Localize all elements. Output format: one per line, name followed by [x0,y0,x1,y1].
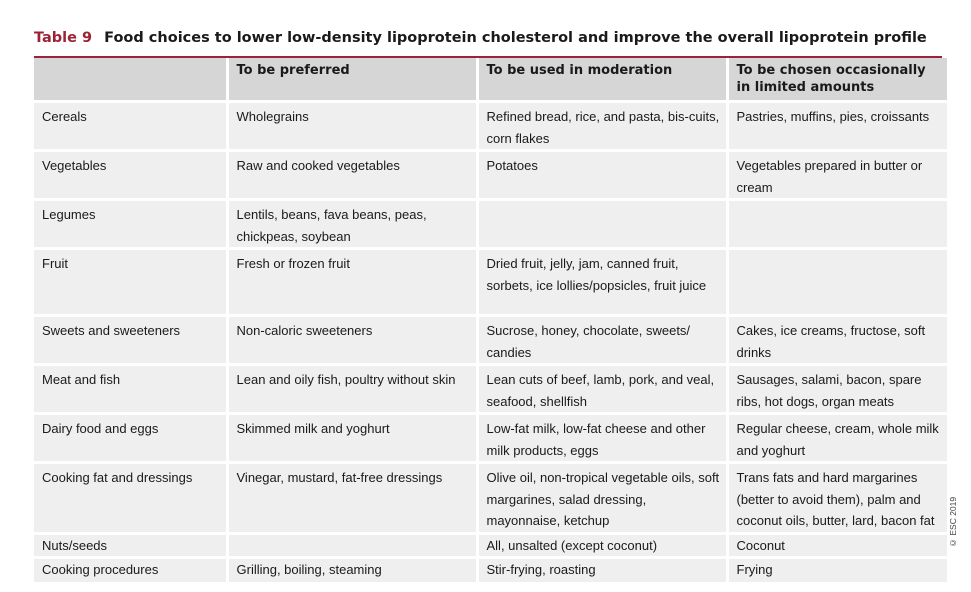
row-category: Meat and fish [34,365,227,414]
table-row [34,414,947,463]
table-row [34,558,947,582]
table-header-row [34,58,947,102]
table-title: Food choices to lower low-density lipoprotein cholesterol and improve the overall lipoprotein profile [104,30,927,46]
cell-occasional: Pastries, muffins, pies, croissants [727,102,947,151]
cell-preferred: Raw and cooked vegetables [227,151,477,200]
header-preferred: To be preferred [227,58,477,102]
cell-occasional: Frying [727,558,947,582]
cell-moderation: Lean cuts of beef, lamb, pork, and veal, seafood, shellfish [477,365,727,414]
table-number: Table 9 [34,30,93,46]
table-row [34,151,947,200]
cell-preferred: Fresh or frozen fruit [227,249,477,316]
row-category: Cooking fat and dressings [34,463,227,534]
table-row [34,200,947,249]
row-category: Nuts/seeds [34,533,227,558]
table-row [34,249,947,316]
cell-occasional: Sausages, salami, bacon, spare ribs, hot dogs, organ meats [727,365,947,414]
cell-preferred: Vinegar, mustard, fat-free dressings [227,463,477,534]
row-category: Dairy food and eggs [34,414,227,463]
row-category: Cereals [34,102,227,151]
cell-preferred: Wholegrains [227,102,477,151]
cell-occasional: Vegetables prepared in butter or cream [727,151,947,200]
cell-moderation: Potatoes [477,151,727,200]
table-row [34,463,947,534]
table-row [34,316,947,365]
cell-occasional [727,249,947,316]
copyright-notice: © ESC 2019 [948,496,958,548]
cell-moderation [477,200,727,249]
table-row [34,102,947,151]
cell-moderation: Refined bread, rice, and pasta, bis-cuits, corn flakes [477,102,727,151]
cell-preferred [227,533,477,558]
cell-occasional: Cakes, ice creams, fructose, soft drinks [727,316,947,365]
row-category: Sweets and sweeteners [34,316,227,365]
cell-moderation: All, unsalted (except coconut) [477,533,727,558]
cell-moderation: Low-fat milk, low-fat cheese and other milk products, eggs [477,414,727,463]
row-category: Vegetables [34,151,227,200]
cell-moderation: Sucrose, honey, chocolate, sweets/ candies [477,316,727,365]
header-occasional: To be chosen occasionally in limited amounts [727,58,947,102]
cell-preferred: Non-caloric sweeteners [227,316,477,365]
cell-occasional: Trans fats and hard margarines (better to avoid them), palm and coconut oils, butter, lard, bacon fat [727,463,947,534]
cell-occasional [727,200,947,249]
cell-moderation: Dried fruit, jelly, jam, canned fruit, sorbets, ice lollies/popsicles, fruit juice [477,249,727,316]
table-row [34,533,947,558]
cell-preferred: Grilling, boiling, steaming [227,558,477,582]
table-row [34,365,947,414]
cell-moderation: Stir-frying, roasting [477,558,727,582]
cell-preferred: Lean and oily fish, poultry without skin [227,365,477,414]
cell-occasional: Coconut [727,533,947,558]
header-category [34,58,227,102]
cell-moderation: Olive oil, non-tropical vegetable oils, soft margarines, salad dressing, mayonnaise, ketchup [477,463,727,534]
cell-occasional: Regular cheese, cream, whole milk and yoghurt [727,414,947,463]
table-caption [34,30,954,50]
row-category: Cooking procedures [34,558,227,582]
row-category: Legumes [34,200,227,249]
cell-preferred: Skimmed milk and yoghurt [227,414,477,463]
cell-preferred: Lentils, beans, fava beans, peas, chickpeas, soybean [227,200,477,249]
header-moderation: To be used in moderation [477,58,727,102]
row-category: Fruit [34,249,227,316]
food-choices-table [34,58,947,582]
